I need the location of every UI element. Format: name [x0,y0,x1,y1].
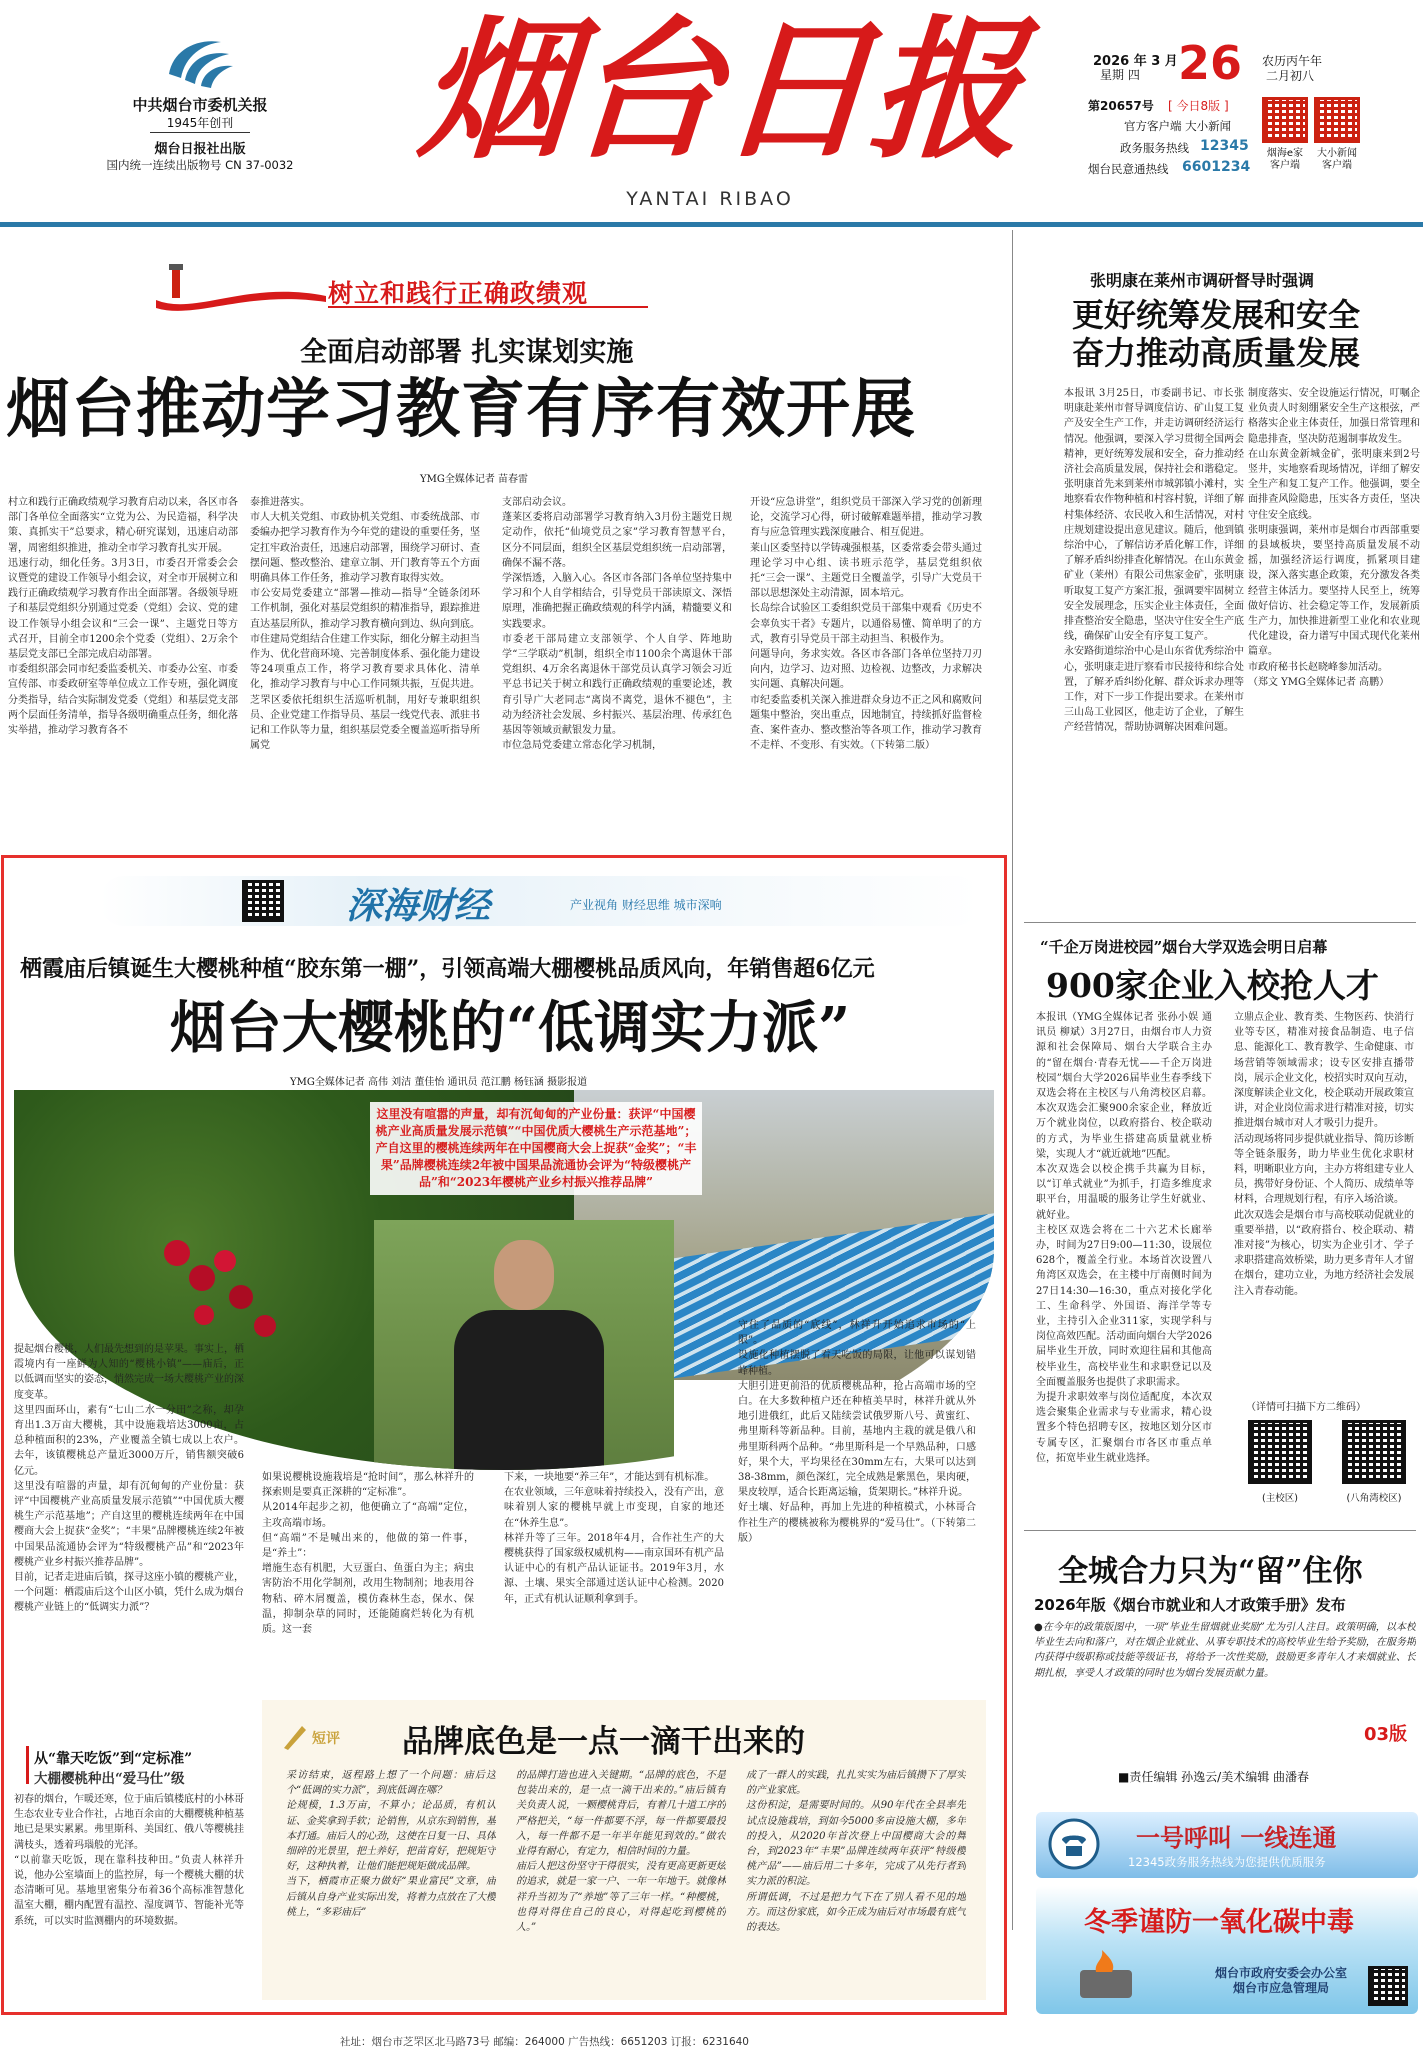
publisher: 烟台日报社出版 [154,142,246,157]
hotline-1: 12345 [1200,138,1249,154]
lead-column-3: 支部启动会议。 蓬莱区委将启动部署学习教育纳入3月份主题党日规定动作，依托“仙境党员之家”学习教育智慧平台，区分不同层面，组织全区基层党组织统一启动部署，确保不漏不落。 学深悟透，入脑入心。各区市各部门各单位坚持集中学习和个人自学相结合，引导党员干部读原文、深悟原理，准确把握正确政绩观的科学内涵，精髓要义和实践要求。 市委老干部局建立支部领学、个人自学、阵地助学“三学联动”机制，组织全市1100余个离退休干部党组织、4万余名离退休干部党员认真学习领会习近平总书记关于树立和践行正确政绩观的重要论述，教育引导广大老同志“离岗不离党，退休不褪色”，主动为经济社会发展、乡村振兴、基层治理、传承红色基因等领域贡献银发力量。 市位急局党委建立常态化学习机制， [502,497,732,752]
feature-subhead-1: 从“靠天吃饭”到“定标准” [34,1751,193,1767]
policy-subhead: 2026年版《烟台市就业和人才政策手册》发布 [1034,1596,1346,1614]
comment-title: 品牌底色是一点一滴干出来的 [402,1724,805,1760]
hotline-2-label: 烟台民意通热线 [1088,162,1169,176]
feature-banner-title: 深海财经 [346,885,491,927]
lead-subhead: 全面启动部署 扎实谋划实施 [300,337,634,368]
job-fair-qr-note: （详情可扫描下方二维码） [1246,1402,1366,1413]
comment-column-3: 成了一群人的实践，扎扎实实为庙后镇攒下了厚实的产业家底。 这份积淀，是需要时间的。从90年代在全县率先试点设施栽培，到如今5000多亩设施大棚，多年的投入，从2020年首次登上中国樱商大会的舞台，到2023年“丰果”品牌连续两年获评“特级樱桃产品”——庙后用二十多年，完成了从先行者到实力派的积淀。 所谓低调，不过是把力气下在了别人看不见的地方。而这份家底，如今正成为庙后对市场最有底气的表达。 [746,1770,966,1934]
brush-icon [280,1722,310,1752]
qr-code-icon[interactable] [242,880,284,922]
right-column-1: 本报讯 3月25日，市委副书记、市长张明康赴莱州市督导调度信访、矿山复工复产及安全生产工作，并走访调研经济运行情况。他强调，要深入学习贯彻全国两会精神，更好统筹发展和安全，奋力推动经济社会高质量发展，保持社会和谐稳定。 张明康首先来到莱州市城郭镇小滩村，实地察看农作物种植和村容村貌，详细了解村集体经济、农民收入和生活情况，对村庄规划建设提出意见建议。随后，他到镇综治中心，了解信访矛盾化解工作，详细了解矛盾纠纷排查化解情况。在山东黄金矿业（莱州）有限公司焦家金矿，张明康听取复工复产方案汇报，强调要牢固树立安全发展理念，压实企业主体责任，全面排查整治安全隐患，坚决守住安全生产底线，确保矿山安全有序复工复产。 永安路街道综治中心是山东省优秀综治中心，张明康走进厅察看市民接待和综合处置，了解矛盾纠纷化解、群众诉求办理等工作，对下一步工作提出要求。在莱州市三山岛工业园区，他走访了企业，了解生产经营情况，帮助协调解决困难问题。 [1064,388,1244,734]
client-line: 官方客户端 大小新闻 [1124,119,1232,133]
newspaper-pinyin: YANTAI RIBAO [626,188,794,210]
date-year-month: 2026 年 3 月 [1093,54,1178,69]
co-safety-ad [1036,1886,1418,2014]
newspaper-title: 烟台日报 [413,0,1027,179]
co-safety-org: 烟台市政府安委会办公室 烟台市应急管理局 [1214,1966,1347,1995]
hotline-ad-title: 一号呼叫 一线连通 [1136,1823,1337,1852]
hotline-1-label: 政务服务热线 [1120,141,1189,155]
banner-title: 树立和践行正确政绩观 [328,279,589,308]
hotline-2: 6601234 [1182,159,1251,175]
lead-column-1: 村立和践行正确政绩观学习教育启动以来，各区市各部门各单位全面落实“立党为公、为民造福，科学决策、真抓实干”总要求，精心研究谋划，迅速启动部署，周密组织推进，推动全市学习教育扎实开展。 迅速行动，细化任务。3月3日，市委召开常委会会议暨党的建设工作领导小组会议，对全市开展树立和践行正确政绩观学习教育作出全面部署。各级领导班子和基层党组织分别通过党委（党组）会议、党的建设工作领导小组会议和“三会一课”、主题党日等方式召开，目前全市1200余个党委（党组）、2万余个基层党支部已全部完成启动部署。 市委组织部会同市纪委监委机关、市委办公室、市委宣传部、市委政研室等单位成立工作专班，强化调度分类指导，结合实际制发党委（党组）和基层党支部两个层面任务清单，指导各级明确重点任务，细化落实举措，推动学习教育各不 [8,497,238,737]
masthead-logo-icon [163,32,235,90]
page-number: 03版 [1364,1724,1408,1745]
feature-banner-tags: 产业视角 财经思维 城市深响 [570,898,722,912]
date-day: 26 [1178,36,1243,90]
lead-byline: YMG全媒体记者 苗春雷 [420,474,529,485]
qr-label-bay: (八角湾校区) [1346,1493,1402,1504]
comment-box [262,1700,986,2000]
lead-column-2: 泰推进落实。 市人大机关党组、市政协机关党组、市委统战部、市委编办把学习教育作为今年党的建设的重要任务，坚定扛牢政治责任，迅速启动部署，围绕学习研讨、查摆问题、整改整治、建章立制、开门教育等五个方面明确具体工作任务，推动学习教育取得实效。 市公安局党委建立“部署—推动—指导”全链条闭环工作机制，强化对基层党组织的精准指导，跟踪推进直达基层所队，推动学习教育横向到边、纵向到底。 市住建局党组结合住建工作实际，细化分解主动担当作为、优化营商环境、完善制度体系、强化能力建设等24项重点工作，将学习教育要求具体化、清单化，推动学习教育与中心工作同频共振，互促共进。 芝罘区委依托组织生活巡听机制，用好专兼职组织员、企业党建工作指导员、基层一线党代表、派驻书记和工作队等力量，组织基层党委全覆盖巡听指导所属党 [250,497,480,752]
hotline-ad [1036,1812,1418,1878]
feature-mid-column-3: 守住了品质的“底线”，林祥升开始追求市场的“上限”。 设施化种植摆脱了看天吃饭的局限，让他可以谋划错峰种植。 大胆引进更前沿的优质樱桃品种，抢占高端市场的空白。在大多数种植户还在种植美早时，林祥升就从外地引进俄红，此后又陆续尝试俄罗斯八号、黄蜜红、弗里斯科等新品种。目前，基地内主栽的就是俄八和弗里斯科两个品种。“弗里斯科是一个早熟品种，口感好，果个大，平均果径在30mm左右，大果可以达到38-38mm，颜色深红，完全成熟是紫黑色，果肉硬，果皮较厚，适合长距离运输，货架期长。”林祥升说。 好土壤、好品种，再加上先进的种植模式，小林哥合作社生产的樱桃被称为樱桃界的“爱马仕”。（下转第二版） [738,1320,976,1544]
qr-code-icon[interactable] [1248,1420,1312,1484]
pages-today: [ 今日8版 ] [1168,99,1229,113]
logo-line-1: 中共烟台市委机关报 [132,96,268,114]
issue-number: 第20657号 [1088,99,1154,113]
feature-left-column-2: 初春的烟台，乍暖还寒，位于庙后镇楼底村的小林哥生态农业专业合作社，占地百余亩的大棚樱桃种植基地已是果实累累。弗里斯科、美国红、俄八等樱桃挂满枝头，透着玛瑙般的光泽。 “以前靠天吃饭，现在靠科技种田。”负责人林祥升说，他办公室墙面上的监控屏，每一个樱桃大棚的状态清晰可见。基地里密集分布着36个高标准智慧化温室大棚，棚内配置有温控、湿度调节、智能补光等系统，可以实时监测棚内的环境数据。 [14,1794,244,1927]
comment-column-1: 采访结束，返程路上想了一个问题：庙后这个“低调的实力派”，到底低调在哪？ 论规模，1.3万亩，不算小；论品质，有机认证、金奖拿到手软；论销售，从京东到销售，基本打通。庙后人的心劲，这使在日复一日、具体细碎的光景里，把土养好，把苗育好，把规矩守好，这种执着，让他们能把规矩做成品牌。 当下，栖霞市正聚力做好“果业富民”文章，庙后镇从自身产业实际出发，将着力点放在了大樱桃上，“多彩庙后” [286,1770,496,1918]
lunar-2: 二月初八 [1266,69,1315,83]
feature-byline: YMG全媒体记者 高伟 刘洁 董佳怡 通讯员 范江鹏 杨钰涵 摄影报道 [290,1077,588,1088]
right-headline: 更好统筹发展和安全 奋力推动高质量发展 [1072,296,1361,372]
job-fair-headline: 900家企业入校抢人才 [1046,966,1379,1005]
feature-headline: 烟台大樱桃的“低调实力派” [169,995,851,1061]
feature-kicker: 栖霞庙后镇诞生大樱桃种植“胶东第一棚”，引领高端大棚樱桃品质风向，年销售超6亿元 [20,956,875,982]
lead-headline: 烟台推动学习教育有序有效开展 [6,372,916,447]
feature-left-column: 提起烟台樱桃，人们最先想到的是苹果。事实上，栖霞境内有一座鲜为人知的“樱桃小镇”——庙后，正以低调而坚实的姿态，悄然完成一场大樱桃产业的深度变革。 这里四面环山，素有“七山二水一分田”之称，却孕育出1.3万亩大樱桃，其中设施栽培达3000亩，占总种植面积的23%，产业覆盖全镇七成以上农户。去年，该镇樱桃总产量近3000万斤，销售额突破6亿元。 这里没有喧嚣的声量，却有沉甸甸的产业份量：获评“中国樱桃产业高质量发展示范镇”“中国优质大樱桃生产示范基地”；产自这里的樱桃连续两年在中国樱商大会上捉获“金奖”；“丰果”品牌樱桃连续2年被中国果品流通协会评为“特级樱桃产品”和“2023年樱桃产业乡村振兴推荐品牌”。 目前，记者走进庙后镇，探寻这座小镇的樱桃产业，一个问题：栖霞庙后这个山区小镇，凭什么成为烟台樱桃产业链上的“低调实力派”？ [14,1344,244,1614]
feature-highlight: 这里没有喧嚣的声量，却有沉甸甸的产业份量：获评“中国樱桃产业高质量发展示范镇”“中国优质大樱桃生产示范基地”；产自这里的樱桃连续两年在中国樱商大会上捉获“金奖”；“丰果”品牌樱桃连续2年被中国果品流通协会评为“特级樱桃产品”和“2023年樱桃产业乡村振兴推荐品牌” [370,1102,702,1195]
job-fair [1020,930,1420,1630]
qr-code-icon[interactable] [1314,97,1360,143]
right-kicker: 张明康在莱州市调研督导时强调 [1090,271,1315,290]
policy [1020,1540,1420,1740]
qr-code-icon[interactable] [1342,1420,1406,1484]
policy-body: ●在今年的政策版图中，一项“毕业生留烟就业奖励”尤为引人注目。政策明确，以本校毕业生去向和落户，对在烟企业就业、从事专职技术的高校毕业生给予奖励，在服务期内获得中级职称或技能等级证书，将给予一次性奖励，鼓励更多青年人才来烟就业、长期扎根，享受人才政策的同时也为烟台发展贡献力量。 [1034,1622,1416,1679]
date-weekday: 星期 四 [1100,68,1140,82]
co-safety-title: 冬季谨防一氧化碳中毒 [1084,1907,1354,1938]
feature-mid-column-2: 下来，一块地要“养三年”，才能达到有机标准。 在农业领域，三年意味着持续投入，没有产出，意味着别人家的樱桃早就上市变现，自家的地还在“休养生息”。 林祥升等了三年。2018年4月，合作社生产的大樱桃获得了国家级权威机构——南京国环有机产品认证中心的有机产品认证证书。2019年3月，水源、土壤、果实全部通过送认证中心检测。2020年，正式有机认证顺利拿到手。 [504,1472,724,1605]
qr-code-icon[interactable] [1368,1966,1408,2006]
qr-label-main: (主校区) [1262,1493,1298,1504]
cn-number: 国内统一连续出版物号 CN 37-0032 [106,158,294,172]
hotline-ad-sub: 12345政务服务热线为您提供优质服务 [1128,1855,1326,1869]
logo-line-2: 1945年创刊 [166,116,234,130]
footer-line: 社址：烟台市芝罘区北马路73号 邮编：264000 广告热线：6651203 订报：6231640 [340,2036,749,2048]
comment-column-2: 的品牌打造也进入关键期。“品牌的底色，不是包装出来的，是一点一滴干出来的。”庙后镇有关负责人说，一颗樱桃背后，有着几十道工序的严格把关，“每一件都要不浮，每一件都要最投入，每一件都不是一年半年能见到效的。”做农业得有耐心，有定力，相信时间的力量。 庙后人把这份坚守干得很实，没有更高更新更炫的追求，就是一家一户、一年一年地干。就像林祥升当初为了“养地”等了三年一样。“种樱桃，也得对得住自己的良心，对得起吃到樱桃的人。” [516,1770,726,1934]
feature-mid-column-1: 如果说樱桃设施栽培是“抢时间”，那么林祥升的探索则是要真正深耕的“定标准”。 从2014年起步之初，他便确立了“高端”定位，主攻高端市场。 但“高端”不是喊出来的，他做的第一件事，是“养土”： 增施生态有机肥，大豆蛋白、鱼蛋白为主；病虫害防治不用化学制剂，改用生物制剂；地表用谷物秸、碎木屑覆盖，模仿森林生态，保水、保温，抑制杂草的同时，还能随腐烂转化为有机质。这一套 [262,1472,474,1636]
lead-column-4: 开设“应急讲堂”，组织党员干部深入学习党的创新理论，交流学习心得，研讨破解难题举措，推动学习教育与应急管理实践深度融合、相互促进。 莱山区委坚持以学铸魂强根基，区委常委会带头通过理论学习中心组、读书班示范学，基层党组织依托“三会一课”、主题党日全覆盖学，引导广大党员干部以思想深处主动清源，固本培元。 长岛综合试验区工委组织党员干部集中观看《历史不会辜负实干者》专题片，以通俗易懂、简单明了的方式，教育引导党员干部主动担当、积极作为。 问题导向，务求实效。各区市各部门各单位坚持刀刃向内，边学习、边对照、边检视、边整改，力求解决实问题、真解决问题。 市纪委监委机关深入推进群众身边不正之风和腐败问题集中整治，突出重点，因地制宜，持续抓好监督检查、案件查办、整改整治等各项工作，推动学习教育不走样、不变形、有实效。（下转第二版） [750,497,982,752]
right-lead [1020,230,1420,910]
lighthouse-icon [156,260,326,320]
qr-label-1: 烟海e家 客户端 [1266,148,1304,171]
feature-subhead-2: 大棚樱桃种出“爱马仕”级 [34,1771,185,1787]
comment-label: 短评 [312,1731,340,1747]
masthead [0,0,1423,218]
farmer-portrait-photo [374,1220,674,1470]
lead-story [0,230,1005,842]
job-fair-column-1: 本报讯（YMG全媒体记者 张孙小娱 通讯员 柳斌）3月27日，由烟台市人力资源和社会保障局、烟台大学联合主办的“留在烟台·青春无忧——千企万岗进校园”烟台大学2026届毕业生春季线下双选会将在主校区与八角湾校区启幕。本次双选会汇聚900余家企业，释放近万个就业岗位，以政府搭台、校企联动的方式，为毕业生搭建高质量就业桥梁，实现人才“就近就地”匹配。 本次双选会以校企携手共赢为目标，以“订单式就业”为抓手，打造多维度求职平台，用温暖的服务让学生好就业、就好业。 主校区双选会将在二十六艺术长廊举办，时间为27日9:00—11:30，设展位628个，覆盖全行业。本场首次设置八角湾区双选会，在主楼中厅南侧时间为27日14:30—16:30，重点对接化学化工、生命科学、外国语、海洋学等专业，主持引入企业311家，实现学科与岗位高效匹配。活动面向烟台大学2026届毕业生开放，同时欢迎往届和其他高校毕业生，高校毕业生和求职登记以及全面覆盖服务也提供了求职需求。 为提升求职效率与岗位适配度，本次双选会聚集企业需求与专业需求，精心设置多个特色招聘专区，按地区划分区市专属专区，汇聚烟台市各区市重点单位，拓宽毕业生就业选择。 [1036,1012,1212,1464]
lunar-1: 农历丙午年 [1262,54,1323,68]
right-column-2: 制度落实、安全设施运行情况，叮嘱企业负责人时刻绷紧安全生产这根弦，严格落实企业主体责任，加强日常管理和隐患排查，坚决防范遏制事故发生。 在山东黄金新城金矿，张明康来到2号竖井，实地察看现场情况，详细了解安全生产和复工复产工作。他强调，要全面排查风险隐患，压实各方责任，坚决守住安全底线。 张明康强调，莱州市是烟台市西部重要的县域板块，要坚持高质量发展不动摇，加强经济运行调度，抓紧项目建设，深入落实惠企政策，充分激发各类经营主体活力。要坚持人民至上，统筹做好信访、社会稳定等工作，发展新质生产力，加快推进新型工业化和农业现代化建设，奋力谱写中国式现代化莱州篇章。 市政府秘书长赵晓峰参加活动。 （郑文 YMG全媒体记者 高鹏） [1248,388,1420,688]
policy-headline: 全城合力只为“留”住你 [1058,1554,1363,1589]
masthead-divider [0,222,1423,227]
job-fair-column-2: 立鼎点企业、教育类、生物医药、快消行业等专区，精准对接食品制造、电子信息、能源化工、教育教学、生命健康、市场营销等领域需求；设专区安排直播带岗，展示企业文化，校招实时双向互动，深度解读企业文化，校企联动开展政策宣讲，对企业岗位需求进行精准对接，切实推进烟台城市对人才吸引力提升。 活动现场将同步提供就业指导、简历诊断等全链条服务，助力毕业生优化求职材料，明晰职业方向，主办方将组建专业人员，携带好身份证、个人简历、成绩单等材料，合理规划行程，有序入场洽谈。 此次双选会是烟台市与高校联动促就业的重要举措，以“政府搭台、校企联动、精准对接”为核心，切实为企业引才、学子求职搭建高效桥梁，助力更多青年人才留在烟台，建功立业，为地方经济社会发展注入青春动能。 [1234,1012,1414,1297]
qr-label-2: 大小新闻 客户端 [1317,148,1357,171]
phone-icon [1048,1818,1100,1870]
fire-icon [1076,1950,1136,2000]
qr-code-icon[interactable] [1262,97,1308,143]
job-fair-kicker: “千企万岗进校园”烟台大学双选会明日启幕 [1040,938,1328,956]
editors: ■责任编辑 孙逸云/美术编辑 曲潘春 [1118,1770,1310,1784]
feature-banner [100,876,980,926]
